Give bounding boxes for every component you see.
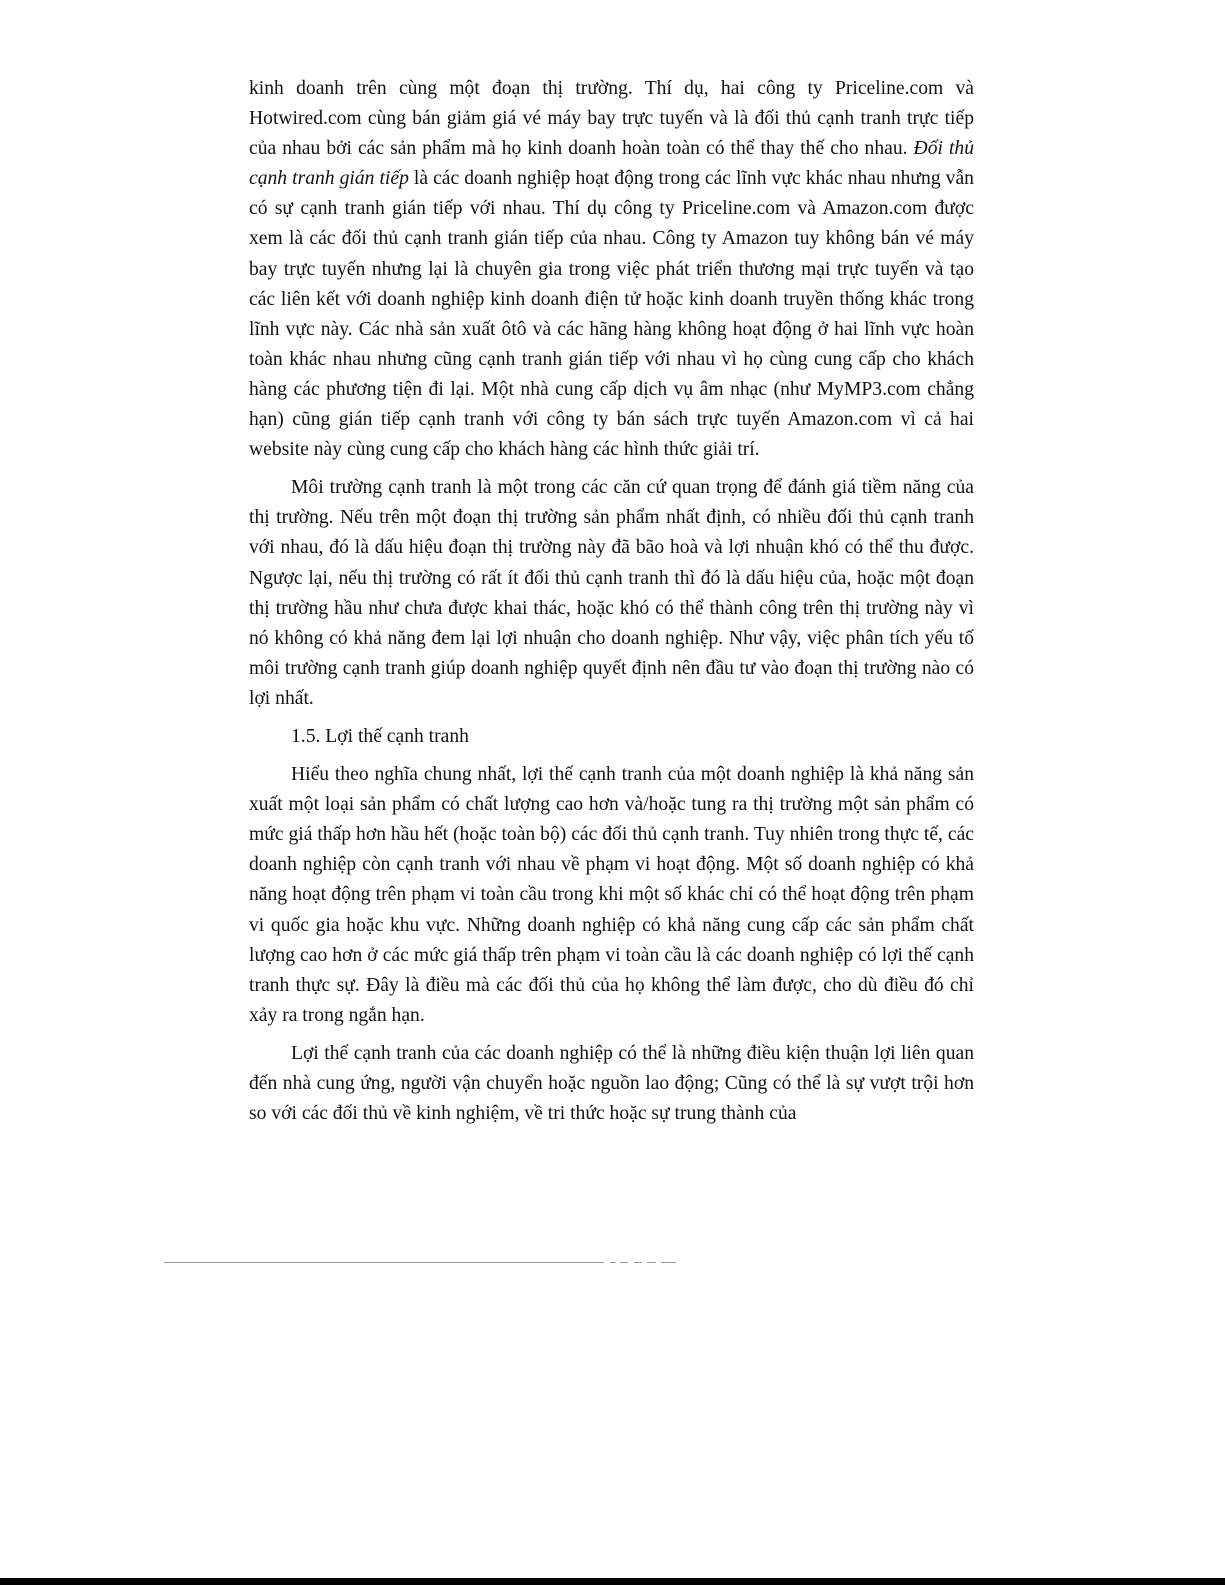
footnote-separator-gap [628, 1261, 634, 1263]
paragraph-text: là các doanh nghiệp hoạt động trong các lĩnh vực khác nhau nhưng vẫn có sự cạnh tranh gián tiếp với nhau. Thí dụ công ty Priceline.com và Amazon.com được xem là các đối thủ cạnh tranh gián tiếp của nhau. Công ty Amazon tuy không bán vé máy bay trực tuyến nhưng lại là chuyên gia trong việc phát triển thương mại trực tuyến và tạo các liên kết với doanh nghiệp kinh doanh điện tử hoặc kinh doanh truyền thống khác trong lĩnh vực này. Các nhà sản xuất ôtô và các hãng hàng không hoạt động ở hai lĩnh vực hoàn toàn khác nhau nhưng cũng cạnh tranh gián tiếp với nhau vì họ cùng cung cấp cho khách hàng các phương tiện đi lại. Một nhà cung cấp dịch vụ âm nhạc (như MyMP3.com chẳng hạn) cũng gián tiếp cạnh tranh với công ty bán sách trực tuyến Amazon.com vì cả hai website này cùng cung cấp cho khách hàng các hình thức giải trí. [249, 168, 974, 461]
paragraph-text: kinh doanh trên cùng một đoạn thị trường. Thí dụ, hai công ty Priceline.com và Hotwired.com cùng bán giảm giá vé máy bay trực tuyến và là đối thủ cạnh tranh trực tiếp của nhau bởi các sản phẩm mà họ kinh doanh hoàn toàn có thể thay thế cho nhau. [249, 78, 974, 160]
paragraph-competitive-advantage-definition: Hiểu theo nghĩa chung nhất, lợi thế cạnh tranh của một doanh nghiệp là khả năng sản xuất một loại sản phẩm có chất lượng cao hơn và/hoặc tung ra thị trường một sản phẩm có mức giá thấp hơn hầu hết (hoặc toàn bộ) các đối thủ cạnh tranh. Tuy nhiên trong thực tế, các doanh nghiệp còn cạnh tranh với nhau về phạm vi hoạt động. Một số doanh nghiệp có khả năng hoạt động trên phạm vi toàn cầu trong khi một số khác chỉ có thể hoạt động trên phạm vi quốc gia hoặc khu vực. Những doanh nghiệp có khả năng cung cấp các sản phẩm chất lượng cao hơn ở các mức giá thấp trên phạm vi toàn cầu là các doanh nghiệp có lợi thế cạnh tranh thực sự. Đây là điều mà các đối thủ của họ không thể làm được, cho dù điều đó chỉ xảy ra trong ngắn hạn. [249, 764, 974, 1026]
page-body [249, 74, 974, 1129]
paragraph-competitive-advantage-sources: Lợi thế cạnh tranh của các doanh nghiệp có thể là những điều kiện thuận lợi liên quan đến nhà cung ứng, người vận chuyển hoặc nguồn lao động; Cũng có thể là sự vượt trội hơn so với các đối thủ về kinh nghiệm, về tri thức hoặc sự trung thành của [249, 1042, 974, 1125]
section-heading: 1.5. Lợi thế cạnh tranh [291, 725, 469, 747]
footnote-separator-gap [604, 1261, 610, 1263]
page-bottom-border [0, 1578, 1225, 1585]
footnote-separator-gap [616, 1261, 620, 1263]
paragraph-competitors [249, 74, 974, 465]
footnote-separator [164, 1262, 676, 1263]
italic-term-indirect-competitor: Đối thủ cạnh tranh gián tiếp [249, 138, 975, 190]
footnote-separator-gap [656, 1261, 661, 1263]
paragraph-competitive-environment: Môi trường cạnh tranh là một trong các căn cứ quan trọng để đánh giá tiềm năng của thị trường. Nếu trên một đoạn thị trường sản phẩm nhất định, có nhiều đối thủ cạnh tranh với nhau, đó là dấu hiệu đoạn thị trường này đã bão hoà và lợi nhuận khó có thể thu được. Ngược lại, nếu thị trường có rất ít đối thủ cạnh tranh thì đó là dấu hiệu của, hoặc một đoạn thị trường hầu như chưa được khai thác, hoặc khó có thể thành công trên thị trường này vì nó không có khả năng đem lại lợi nhuận cho doanh nghiệp. Như vậy, việc phân tích yếu tố môi trường cạnh tranh giúp doanh nghiệp quyết định nên đầu tư vào đoạn thị trường nào có lợi nhất. [249, 477, 974, 709]
footnote-separator-gap [642, 1261, 647, 1263]
